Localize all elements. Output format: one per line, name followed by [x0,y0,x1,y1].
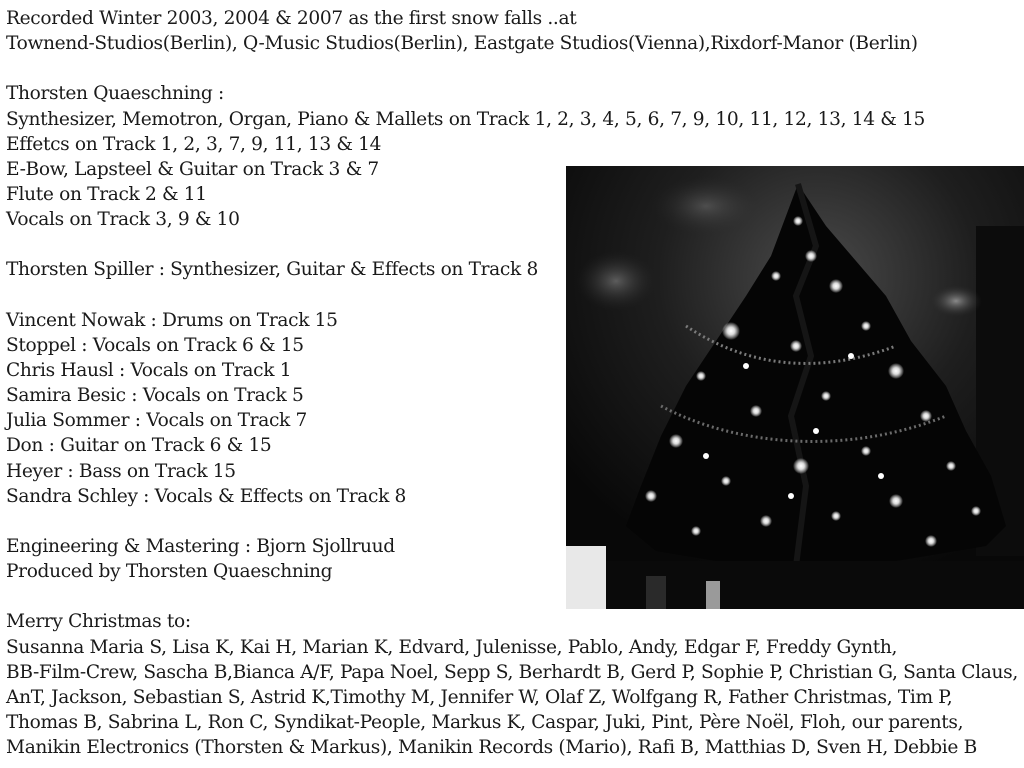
recording-line-1: Recorded Winter 2003, 2004 & 2007 as the first snow falls ..at [6,8,577,29]
quaeschning-role: E-Bow, Lapsteel & Guitar on Track 3 & 7 [6,158,379,180]
guest-credit: Vincent Nowak : Drums on Track 15 [6,309,338,331]
thanks-heading: Merry Christmas to: [6,611,191,633]
christmas-tree-image [566,166,1024,609]
producer-credit: Produced by Thorsten Quaeschning [6,561,333,583]
quaeschning-role: Vocals on Track 3, 9 & 10 [6,209,240,231]
spiller-credit: Thorsten Spiller : Synthesizer, Guitar & Effects on Track 8 [6,259,538,281]
recording-line-2: Townend-Studios(Berlin), Q-Music Studios(Berlin), Eastgate Studios(Vienna),Rixdorf-Manor (Berlin) [6,33,918,55]
guest-credit: Chris Hausl : Vocals on Track 1 [6,359,292,381]
guest-credit: Julia Sommer : Vocals on Track 7 [6,410,307,432]
guest-credit: Stoppel : Vocals on Track 6 & 15 [6,334,304,356]
quaeschning-name: Thorsten Quaeschning : [6,83,224,105]
quaeschning-role: Flute on Track 2 & 11 [6,183,207,205]
thanks-line: Thomas B, Sabrina L, Ron C, Syndikat-People, Markus K, Caspar, Juki, Pint, Père Noël, Floh, our parents, [6,711,964,733]
thanks-line: Susanna Maria S, Lisa K, Kai H, Marian K, Edvard, Julenisse, Pablo, Andy, Edgar F, Freddy Gynth, [6,636,898,658]
guest-credit: Don : Guitar on Track 6 & 15 [6,435,272,457]
quaeschning-role: Effetcs on Track 1, 2, 3, 7, 9, 11, 13 & 14 [6,133,382,155]
engineering-credit: Engineering & Mastering : Bjorn Sjollruud [6,535,395,557]
guest-credit: Samira Besic : Vocals on Track 5 [6,385,304,407]
christmas-tree-photo [566,166,1024,609]
spacer [6,56,1024,81]
thanks-line: Manikin Electronics (Thorsten & Markus), Manikin Records (Mario), Rafi B, Matthias D, Sven H, Debbie B [6,737,977,759]
quaeschning-role: Synthesizer, Memotron, Organ, Piano & Mallets on Track 1, 2, 3, 4, 5, 6, 7, 9, 10, 11, 12, 13, 14 & 15 [6,108,925,130]
thanks-line: BB-Film-Crew, Sascha B,Bianca A/F, Papa Noel, Sepp S, Berhardt B, Gerd P, Sophie P, Christian G, Santa Claus, [6,661,1018,683]
guest-credit: Sandra Schley : Vocals & Effects on Track 8 [6,485,407,507]
thanks-line: AnT, Jackson, Sebastian S, Astrid K,Timothy M, Jennifer W, Olaf Z, Wolfgang R, Father Christmas, Tim P, [6,686,953,708]
guest-credit: Heyer : Bass on Track 15 [6,460,236,482]
